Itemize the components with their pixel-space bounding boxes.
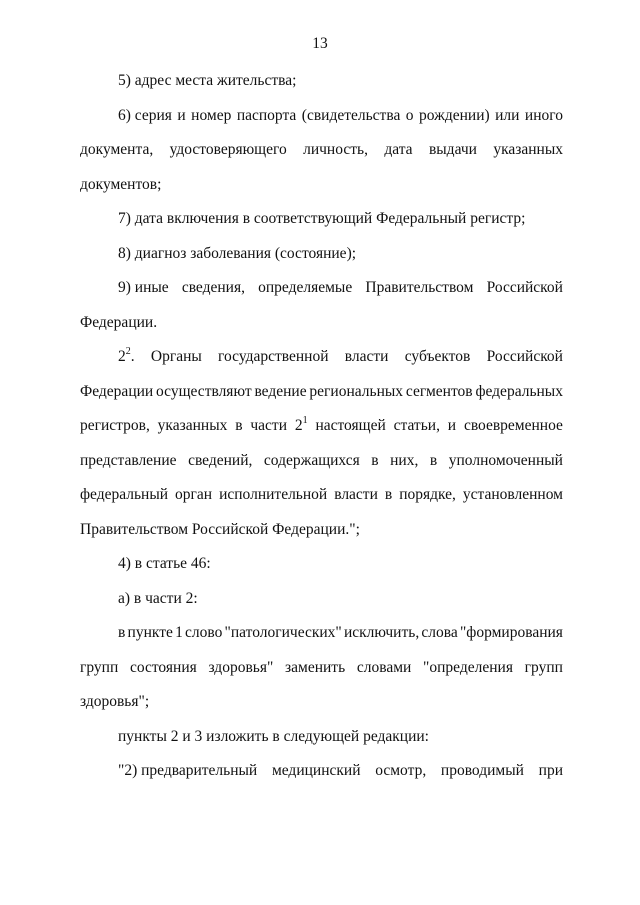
word: части bbox=[250, 417, 287, 434]
word: номер bbox=[191, 106, 232, 124]
list-item-7: 7) дата включения в соответствующий Федеральный регистр; bbox=[118, 210, 526, 227]
amendment-line-3: здоровья"; bbox=[80, 693, 150, 710]
list-item-6-line-1 bbox=[80, 99, 563, 134]
word: заменить bbox=[285, 658, 346, 676]
word: сегментов bbox=[405, 382, 473, 400]
word: установленном bbox=[462, 486, 563, 503]
word: здоровья" bbox=[208, 658, 274, 676]
list-item-5: 5) адрес места жительства; bbox=[118, 72, 297, 89]
item-a: а) в части 2: bbox=[118, 589, 198, 607]
amendment-points-2-3: пункты 2 и 3 изложить в следующей редакции: bbox=[118, 727, 429, 745]
word: Органы bbox=[150, 348, 202, 365]
word: Российской bbox=[486, 348, 563, 365]
word: удостоверяющего bbox=[169, 141, 287, 158]
word: ведение bbox=[254, 382, 307, 400]
word: о bbox=[405, 106, 414, 124]
word: слово bbox=[185, 624, 223, 641]
word: при bbox=[538, 762, 563, 779]
word: слова bbox=[421, 624, 458, 641]
word: "патологических" bbox=[224, 624, 342, 641]
new-point-2-line-1 bbox=[80, 754, 563, 789]
list-item-8: 8) диагноз заболевания (состояние); bbox=[118, 244, 357, 262]
word: состояния bbox=[129, 658, 197, 676]
part-2-2-line-4 bbox=[80, 444, 563, 479]
word: иного bbox=[524, 106, 563, 124]
word: осмотр, bbox=[375, 762, 427, 779]
word: документа, bbox=[80, 141, 154, 158]
word: медицинский bbox=[271, 762, 361, 779]
word: содержащихся bbox=[263, 451, 360, 469]
word: в bbox=[429, 451, 438, 469]
word: "2) предварительный bbox=[118, 762, 258, 779]
part-2-2-line-3 bbox=[80, 409, 563, 444]
part-2-2-line-2 bbox=[80, 375, 563, 410]
word: Федерации bbox=[80, 382, 154, 400]
word: Российской bbox=[486, 279, 563, 296]
word: проводимый bbox=[440, 762, 524, 779]
part-2-2-line-1 bbox=[80, 340, 563, 375]
word: региональных bbox=[309, 382, 404, 400]
word: 1 bbox=[175, 624, 183, 641]
word: 6) серия bbox=[118, 106, 172, 124]
word: словами bbox=[356, 658, 412, 676]
part-reference: $2^1$ bbox=[294, 414, 308, 434]
list-item-6-line-3: документов; bbox=[80, 175, 162, 193]
word: уполномоченный bbox=[448, 451, 563, 469]
word: выдачи bbox=[428, 141, 477, 158]
word: групп bbox=[80, 658, 119, 676]
word: государственной bbox=[218, 348, 329, 365]
word: них, bbox=[390, 451, 419, 469]
part-2-2-line-5 bbox=[80, 478, 563, 513]
word: рождении) bbox=[419, 106, 490, 124]
word: настоящей bbox=[315, 417, 386, 434]
word: представление bbox=[80, 451, 177, 469]
amendment-line-1 bbox=[80, 616, 563, 651]
word: и bbox=[447, 417, 457, 434]
word: порядке, bbox=[399, 486, 456, 503]
word: исполнительной bbox=[219, 486, 328, 503]
page-number: 13 bbox=[312, 35, 328, 52]
word: федеральных bbox=[475, 382, 563, 400]
word: "формирования bbox=[459, 624, 563, 641]
word: регистров, bbox=[80, 417, 150, 434]
part-number: $2^2$. bbox=[118, 345, 135, 365]
word: и bbox=[177, 106, 186, 124]
word: Правительством bbox=[365, 279, 474, 296]
word: статьи, bbox=[393, 417, 440, 434]
word: сведений, bbox=[188, 451, 253, 469]
word: паспорта bbox=[236, 106, 297, 124]
word: в bbox=[384, 486, 393, 503]
word: исключить, bbox=[343, 624, 420, 641]
word: в bbox=[118, 624, 126, 641]
word: федеральный bbox=[80, 486, 169, 503]
amendment-line-2 bbox=[80, 651, 563, 686]
word: (свидетельства bbox=[301, 106, 401, 124]
word: в bbox=[371, 451, 379, 469]
word: указанных bbox=[157, 417, 228, 434]
word: своевременное bbox=[463, 417, 563, 434]
item-4: 4) в статье 46: bbox=[118, 555, 211, 572]
word: "определения bbox=[423, 658, 513, 676]
word: 9) иные bbox=[118, 279, 169, 296]
word: или bbox=[495, 106, 520, 124]
document-body bbox=[80, 64, 563, 789]
word: сведения, bbox=[181, 279, 245, 296]
word: в bbox=[235, 417, 243, 434]
word: дата bbox=[384, 141, 413, 158]
word: осуществляют bbox=[156, 382, 252, 400]
word: указанных bbox=[493, 141, 563, 158]
word: определяемые bbox=[258, 279, 353, 296]
word: пункте bbox=[127, 624, 173, 641]
word: групп bbox=[524, 658, 563, 676]
word: личность, bbox=[303, 141, 368, 158]
word: власти bbox=[334, 486, 378, 503]
list-item-6-line-2 bbox=[80, 133, 563, 168]
list-item-9-line-2: Федерации. bbox=[80, 313, 158, 331]
word: власти bbox=[344, 348, 389, 365]
list-item-9-line-1 bbox=[80, 271, 563, 306]
word: субъектов bbox=[404, 348, 471, 365]
part-2-2-line-6: Правительством Российской Федерации."; bbox=[80, 520, 360, 538]
word: орган bbox=[175, 486, 213, 503]
